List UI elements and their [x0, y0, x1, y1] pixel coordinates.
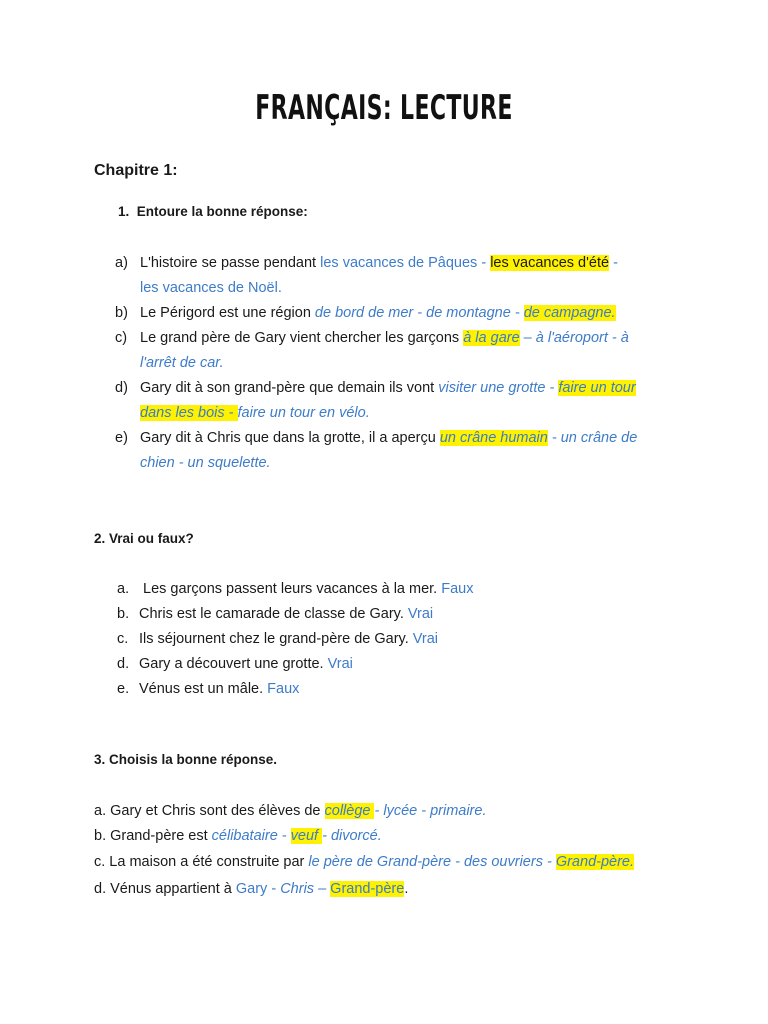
q1-d-highlighted-answer: faire un tour [558, 380, 636, 396]
q1-item-a-cont: les vacances de Noël. [140, 280, 282, 296]
q2-item-e: e. Vénus est un mâle. Faux [117, 681, 300, 697]
q1-item-a: a) L'histoire se passe pendant les vacances de Pâques - les vacances d'été - [115, 255, 618, 271]
q2-heading: 2. Vrai ou faux? [94, 531, 194, 546]
q3-c-highlighted-answer: Grand-père. [555, 854, 635, 870]
q3-item-a: a. Gary et Chris sont des élèves de collège - lycée - primaire. [94, 803, 487, 819]
q3-b-highlighted-answer: veuf [290, 828, 323, 844]
q1-item-e-cont: chien - un squelette. [140, 455, 271, 471]
q1-b-highlighted-answer: de campagne. [523, 305, 616, 321]
q2-item-a: a. Les garçons passent leurs vacances à la mer. Faux [117, 581, 474, 597]
q2-a-answer: Faux [441, 581, 474, 597]
q1-c-highlighted-answer: à la gare [463, 330, 520, 346]
q2-b-answer: Vrai [407, 606, 434, 622]
q2-d-answer: Vrai [327, 656, 353, 672]
q1-item-b: b) Le Périgord est une région de bord de mer - de montagne - de campagne. [115, 305, 616, 321]
q2-item-b: b. Chris est le camarade de classe de Gary. Vrai [117, 606, 434, 622]
q2-c-answer: Vrai [412, 631, 439, 647]
q3-item-c: c. La maison a été construite par le père de Grand-père - des ouvriers - Grand-père. [94, 854, 635, 870]
q1-heading-text: Entoure la bonne réponse: [136, 204, 308, 219]
page-title: FRANÇAIS: LECTURE [255, 88, 513, 128]
q1-item-d-cont: dans les bois - faire un tour en vélo. [140, 405, 370, 421]
q1-item-c-cont: l'arrêt de car. [140, 355, 224, 371]
q1-item-e: e) Gary dit à Chris que dans la grotte, il a aperçu un crâne humain - un crâne de [115, 430, 638, 446]
q1-item-c: c) Le grand père de Gary vient chercher les garçons à la gare – à l'aéroport - à [115, 330, 629, 346]
q3-a-highlighted-answer: collège [324, 803, 375, 819]
q1-heading-number: 1. [118, 204, 130, 219]
q3-item-d: d. Vénus appartient à Gary - Chris – Grand-père. [94, 881, 409, 897]
q1-a-highlighted-answer: les vacances d'été [490, 255, 610, 271]
q2-item-c: c. Ils séjournent chez le grand-père de Gary. Vrai [117, 631, 439, 647]
q3-heading: 3. Choisis la bonne réponse. [94, 752, 278, 767]
q1-a-marker: a) [115, 255, 128, 271]
q3-d-highlighted-answer: Grand-père [330, 881, 405, 897]
q2-e-answer: Faux [267, 681, 300, 697]
q1-e-highlighted-answer: un crâne humain [439, 430, 548, 446]
q1-item-d: d) Gary dit à son grand-père que demain ils vont visiter une grotte - faire un tour [115, 380, 636, 396]
q3-item-b: b. Grand-père est célibataire - veuf - divorcé. [94, 828, 382, 844]
q1-heading [118, 204, 308, 219]
chapter-heading: Chapitre 1: [94, 162, 178, 179]
q2-item-d: d. Gary a découvert une grotte. Vrai [117, 656, 353, 672]
